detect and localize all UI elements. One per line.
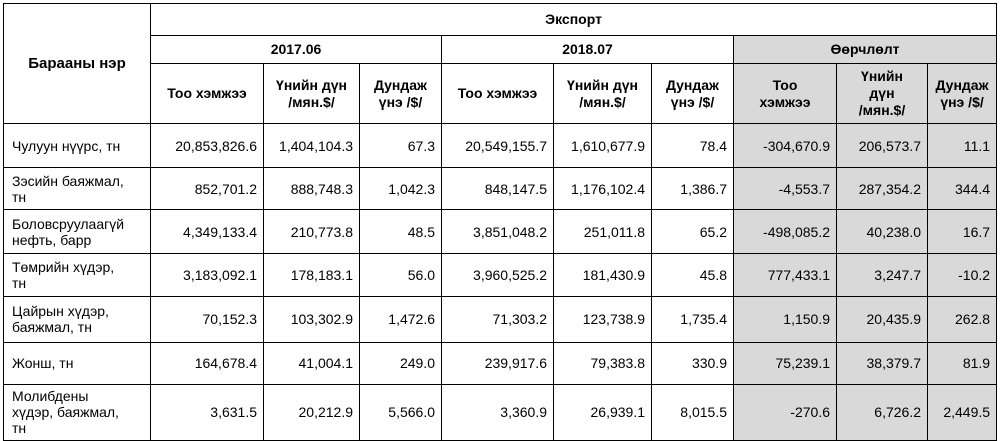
product-name-header: Барааны нэр <box>4 4 151 124</box>
value-cell: 888,748.3 <box>264 168 360 210</box>
export-header: Экспорт <box>151 4 997 36</box>
value-cell: 1,176,102.4 <box>554 168 652 210</box>
change-header: Өөрчлөлт <box>734 36 997 64</box>
value-cell: 251,011.8 <box>554 210 652 254</box>
value-cell: 181,430.9 <box>554 254 652 296</box>
value-cell: -498,085.2 <box>734 210 837 254</box>
value-cell: 3,851,048.2 <box>442 210 554 254</box>
value-cell: 70,152.3 <box>151 296 264 342</box>
value-cell: 41,004.1 <box>264 342 360 384</box>
value-cell: 330.9 <box>652 342 734 384</box>
value-cell: 8,015.5 <box>652 384 734 440</box>
value-cell: 26,939.1 <box>554 384 652 440</box>
value-cell: 67.3 <box>360 124 442 168</box>
value-cell: 3,960,525.2 <box>442 254 554 296</box>
avg-price-header-2018: Дундаж үнэ /$/ <box>652 64 734 124</box>
table-row <box>4 210 997 254</box>
value-cell: 1,150.9 <box>734 296 837 342</box>
value-cell: 1,735.4 <box>652 296 734 342</box>
value-cell: 20,549,155.7 <box>442 124 554 168</box>
product-name: Зэсийн баяжмал, тн <box>4 168 151 210</box>
value-cell: 75,239.1 <box>734 342 837 384</box>
value-cell: 1,386.7 <box>652 168 734 210</box>
value-cell: 65.2 <box>652 210 734 254</box>
table-row <box>4 254 997 296</box>
value-cell: 777,433.1 <box>734 254 837 296</box>
value-cell: 852,701.2 <box>151 168 264 210</box>
value-cell: 11.1 <box>928 124 997 168</box>
product-name: Жонш, тн <box>4 342 151 384</box>
table-row <box>4 168 997 210</box>
value-cell: 2,449.5 <box>928 384 997 440</box>
value-cell: 123,738.9 <box>554 296 652 342</box>
value-cell: 1,404,104.3 <box>264 124 360 168</box>
value-cell: 48.5 <box>360 210 442 254</box>
value-cell: 3,631.5 <box>151 384 264 440</box>
table-row <box>4 342 997 384</box>
value-cell: 287,354.2 <box>837 168 928 210</box>
value-cell: 344.4 <box>928 168 997 210</box>
product-name: Молибдены хүдэр, баяжмал, тн <box>4 384 151 440</box>
value-cell: 1,472.6 <box>360 296 442 342</box>
value-cell: 56.0 <box>360 254 442 296</box>
table-row <box>4 124 997 168</box>
quantity-header-change: Тоо хэмжээ <box>734 64 837 124</box>
value-cell: 45.8 <box>652 254 734 296</box>
value-cell: -10.2 <box>928 254 997 296</box>
quantity-header-2018: Тоо хэмжээ <box>442 64 554 124</box>
product-name: Чулуун нүүрс, тн <box>4 124 151 168</box>
value-cell: 38,379.7 <box>837 342 928 384</box>
value-header-2017: Үнийн дүн /мян.$/ <box>264 64 360 124</box>
value-cell: -270.6 <box>734 384 837 440</box>
value-cell: 40,238.0 <box>837 210 928 254</box>
value-cell: 81.9 <box>928 342 997 384</box>
value-cell: 848,147.5 <box>442 168 554 210</box>
period-header-2017-06: 2017.06 <box>151 36 442 64</box>
value-cell: 20,853,826.6 <box>151 124 264 168</box>
value-cell: 3,360.9 <box>442 384 554 440</box>
value-cell: 178,183.1 <box>264 254 360 296</box>
value-cell: 5,566.0 <box>360 384 442 440</box>
avg-price-header-change: Дундаж үнэ /$/ <box>928 64 997 124</box>
export-table <box>3 3 997 441</box>
table-row <box>4 384 997 440</box>
table-body <box>4 124 997 441</box>
avg-price-header-2017: Дундаж үнэ /$/ <box>360 64 442 124</box>
value-cell: 16.7 <box>928 210 997 254</box>
quantity-header-2017: Тоо хэмжээ <box>151 64 264 124</box>
value-cell: 262.8 <box>928 296 997 342</box>
product-name: Төмрийн хүдэр, тн <box>4 254 151 296</box>
value-cell: 249.0 <box>360 342 442 384</box>
value-cell: 20,435.9 <box>837 296 928 342</box>
value-cell: 1,042.3 <box>360 168 442 210</box>
period-header-2018-07: 2018.07 <box>442 36 734 64</box>
value-cell: 1,610,677.9 <box>554 124 652 168</box>
value-cell: 71,303.2 <box>442 296 554 342</box>
product-name: Цайрын хүдэр, баяжмал, тн <box>4 296 151 342</box>
value-header-2018: Үнийн дүн /мян.$/ <box>554 64 652 124</box>
value-cell: 4,349,133.4 <box>151 210 264 254</box>
value-cell: 79,383.8 <box>554 342 652 384</box>
value-cell: 3,247.7 <box>837 254 928 296</box>
product-name: Боловсруулаагүй нефть, барр <box>4 210 151 254</box>
value-cell: 164,678.4 <box>151 342 264 384</box>
value-cell: 206,573.7 <box>837 124 928 168</box>
value-cell: 3,183,092.1 <box>151 254 264 296</box>
value-cell: 103,302.9 <box>264 296 360 342</box>
value-cell: 6,726.2 <box>837 384 928 440</box>
value-header-change: Үнийн дүн /мян.$/ <box>837 64 928 124</box>
value-cell: -304,670.9 <box>734 124 837 168</box>
value-cell: 239,917.6 <box>442 342 554 384</box>
value-cell: 20,212.9 <box>264 384 360 440</box>
value-cell: -4,553.7 <box>734 168 837 210</box>
table-row <box>4 296 997 342</box>
value-cell: 210,773.8 <box>264 210 360 254</box>
value-cell: 78.4 <box>652 124 734 168</box>
